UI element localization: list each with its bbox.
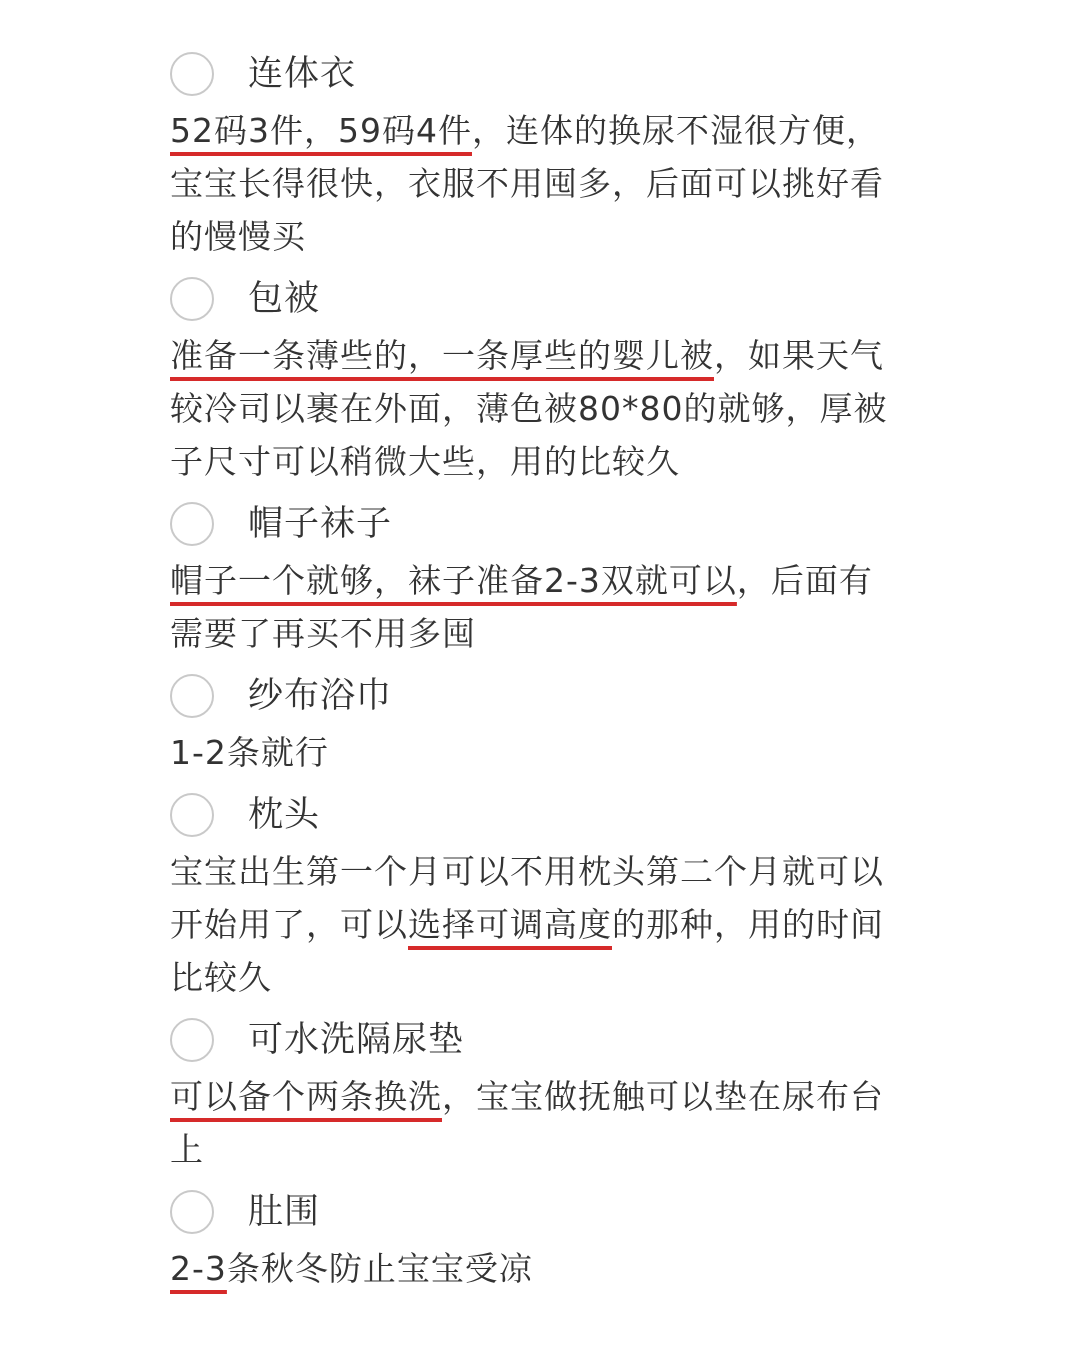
checkbox-circle-icon[interactable] [170,52,214,96]
checkbox-circle-icon[interactable] [170,1190,214,1234]
list-item-onesie [170,46,900,263]
list-item-swaddle [170,271,900,488]
description-text: ，连体的换尿不湿很方便，宝宝长得很快，衣服不用囤多，后面可以挑好看的慢慢买 [170,111,884,256]
item-description [170,554,900,660]
item-title: 可水洗隔尿垫 [248,1020,465,1060]
item-title: 纱布浴巾 [248,676,393,716]
item-header [170,1184,900,1240]
list-item-pillow [170,787,900,1004]
underlined-highlight: 选择可调高度 [408,905,612,944]
checkbox-circle-icon[interactable] [170,793,214,837]
underlined-highlight: 可以备个两条换洗 [170,1077,442,1116]
description-text: 的那种，用的时间比较久 [170,905,884,997]
item-title: 连体衣 [248,54,357,94]
checklist [170,46,900,1303]
item-description: 1-2条就行 [170,733,329,772]
item-header [170,787,900,843]
item-header [170,1012,900,1068]
description-text: ，宝宝做抚触可以垫在尿布台上 [170,1077,884,1169]
underlined-highlight: 2-3 [170,1249,227,1288]
description-text: ，如果天气较冷司以裹在外面，薄色被80*80的就够，厚被子尺寸可以稍微大些，用的比较久 [170,336,888,481]
item-title: 肚围 [248,1192,321,1232]
item-description [170,329,900,488]
item-header [170,271,900,327]
item-title: 枕头 [248,795,321,835]
description-text: 宝宝出生第一个月可以不用枕头第二个月就可以开始用了，可以 [170,852,884,944]
checkbox-circle-icon[interactable] [170,502,214,546]
underlined-highlight: 帽子一个就够，袜子准备2-3双就可以 [170,561,737,600]
list-item-hat-socks [170,496,900,660]
item-description [170,1070,900,1176]
item-header [170,46,900,102]
item-title: 包被 [248,279,321,319]
list-item-belly-band [170,1184,900,1295]
underlined-highlight: 52码3件，59码4件 [170,111,472,150]
item-description [170,1242,900,1295]
checkbox-circle-icon[interactable] [170,1018,214,1062]
description-text: 条秋冬防止宝宝受凉 [226,1249,533,1288]
underlined-highlight: 准备一条薄些的，一条厚些的婴儿被 [170,336,714,375]
description-text: ，后面有需要了再买不用多囤 [170,561,873,653]
item-title: 帽子袜子 [248,504,393,544]
item-description [170,104,900,263]
item-header [170,496,900,552]
item-description [170,845,900,1004]
list-item-washable-pad [170,1012,900,1176]
list-item-gauze-towel [170,668,900,779]
checkbox-circle-icon[interactable] [170,674,214,718]
item-header [170,668,900,724]
checkbox-circle-icon[interactable] [170,277,214,321]
